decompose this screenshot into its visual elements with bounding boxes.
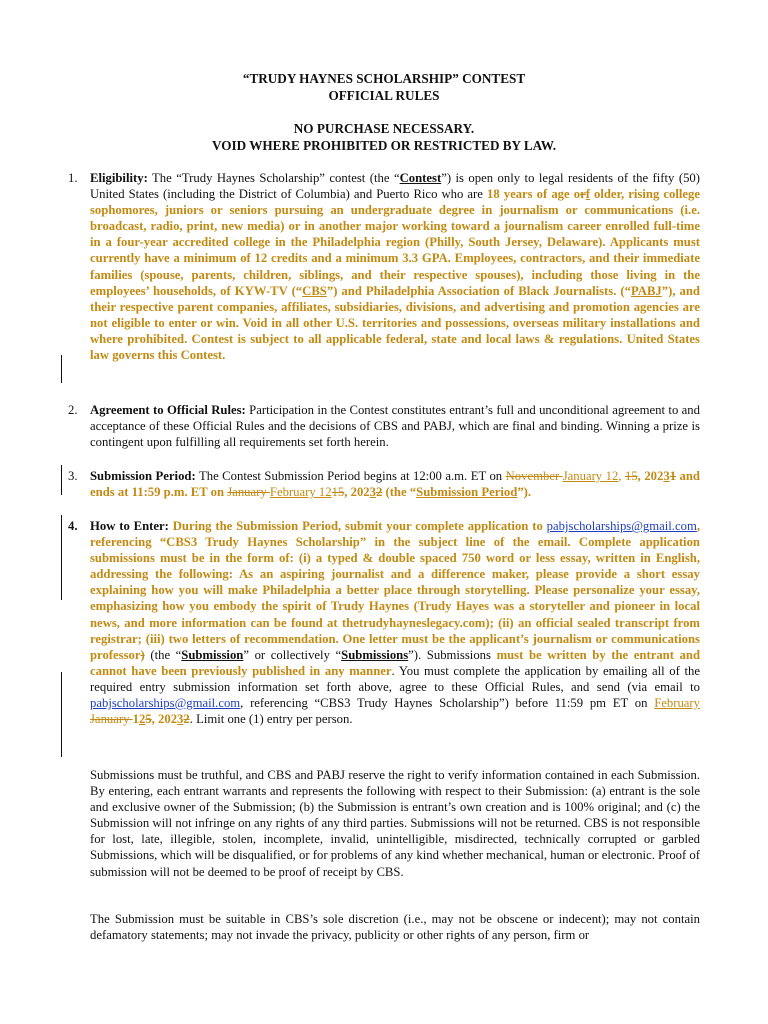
how-to-enter-label: How to Enter: xyxy=(90,519,169,533)
section-3-number: 3. xyxy=(68,469,78,483)
submission-term: Submission xyxy=(181,647,244,662)
change-bar xyxy=(61,465,62,495)
submission-period-label: Submission Period: xyxy=(90,469,196,483)
section-submission-period: Submission Period: The Contest Submission Period begins at 12:00 a.m. ET on November January 12, 15, 20231 and ends at 11:59 p.m. ET on January February 1215, 20232 (the “Submission Period”). xyxy=(90,469,700,500)
email-link[interactable]: pabjscholarships@gmail.com xyxy=(546,519,697,533)
eligibility-label: Eligibility: xyxy=(90,171,148,185)
section-agreement: Agreement to Official Rules: Participation in the Contest constitutes entrant’s full and unconditional agreement to and acceptance of these Official Rules and the decisions of CBS and PABJ, which are final and binding. Winning a prize is contingent upon fulfilling all requirements set forth herein. xyxy=(90,403,700,450)
submission-period-term: Submission Period xyxy=(416,485,518,500)
section-2-number: 2. xyxy=(68,403,78,417)
change-bar xyxy=(61,672,62,757)
section-1-number: 1. xyxy=(68,171,78,185)
change-bar xyxy=(61,355,62,383)
cbs-term: CBS xyxy=(302,283,327,298)
pabj-term: PABJ xyxy=(630,283,662,298)
section-eligibility: Eligibility: The “Trudy Haynes Scholarship” contest (the “Contest”) is open only to legal residents of the fifty (50) United States (including the District of Columbia) and Puerto Rico who are 18 years of age orf older, rising college sophomores, juniors or seniors pursuing an undergraduate degree in journalism or communications (i.e. broadcast, radio, print, new media) or in another major working toward a journalism career enrolled full-time in a four-year accredited college in the Philadelphia region (Philly, South Jersey, Delaware). Applicants must currently have a minimum of 12 credits and a minimum 3.3 GPA. Employees, contractors, and their immediate families (spouse, parents, children, siblings, and their respective spouses), including those living in the employees’ households, of KYW-TV (“CBS”) and Philadelphia Association of Black Journalists. (“PABJ”), and their respective parent companies, affiliates, subsidiaries, divisions, and advertising and promotion agencies are not eligible to enter or win. Void in all other U.S. territories and possessions, overseas military installations and where prohibited. Contest is subject to all applicable federal, state and local laws & regulations. United States law governs this Contest. xyxy=(90,171,700,363)
submission-terms-paragraph: Submissions must be truthful, and CBS and PABJ reserve the right to verify information contained in each Submission. By entering, each entrant warrants and represents the following with respect to their Submission: (a) entrant is the sole and exclusive owner of the Submission; (b) the Submission is entrant’s own creation and is 100% original; and (c) the Submission will not infringe on any rights of any third parties. Submissions will not be returned. CBS is not responsible for lost, late, illegible, stolen, incomplete, invalid, unintelligible, misdirected, technically corrupted or garbled Submissions, which will be disqualified, or for problems of any kind whether mechanical, human or electronic. Proof of submission will not be deemed to be proof of receipt by CBS. xyxy=(90,768,700,879)
submissions-term: Submissions xyxy=(341,647,409,662)
agreement-label: Agreement to Official Rules: xyxy=(90,403,246,417)
section-4-number: 4. xyxy=(68,519,78,533)
notice-void: VOID WHERE PROHIBITED OR RESTRICTED BY LAW. xyxy=(211,138,557,153)
contest-term: Contest xyxy=(399,171,442,185)
doc-title: “TRUDY HAYNES SCHOLARSHIP” CONTEST xyxy=(242,71,526,86)
doc-subtitle: OFFICIAL RULES xyxy=(328,88,440,103)
suitability-paragraph: The Submission must be suitable in CBS’s sole discretion (i.e., may not be obscene or indecent); may not contain defamatory statements; may not invade the privacy, publicity or other rights of any person, firm or xyxy=(90,912,700,943)
notice-no-purchase: NO PURCHASE NECESSARY. xyxy=(293,121,475,136)
change-bar xyxy=(61,515,62,600)
section-how-to-enter: How to Enter: During the Submission Period, submit your complete application to pabjscholarships@gmail.com, referencing “CBS3 Trudy Haynes Scholarship” in the subject line of the email. Complete application submissions must be in the form of: (i) a typed & double spaced 750 word or less essay, written in English, addressing the following: As an aspiring journalist and a difference maker, please provide a short essay explaining how you will make Philadelphia a better place through storytelling. Please personalize your essay, emphasizing how you embody the spirit of Trudy Haynes (Trudy Hayes was a storyteller and pioneer in local news, and more information can be found at thetrudyhayneslegacy.com); (ii) an official sealed transcript from registrar; (iii) two letters of recommendation. One letter must be the applicant’s journalism or communications professor) (the “Submission” or collectively “Submissions”). Submissions must be written by the entrant and cannot have been previously published in any manner. You must complete the application by emailing all of the required entry submission information set forth above, agree to these Official Rules, and send (via email to pabjscholarships@gmail.com, referencing “CBS3 Trudy Haynes Scholarship”) before 11:59 pm ET on February January 125, 20232. Limit one (1) entry per person. xyxy=(90,519,701,727)
email-link-2[interactable]: pabjscholarships@gmail.com xyxy=(90,696,241,711)
